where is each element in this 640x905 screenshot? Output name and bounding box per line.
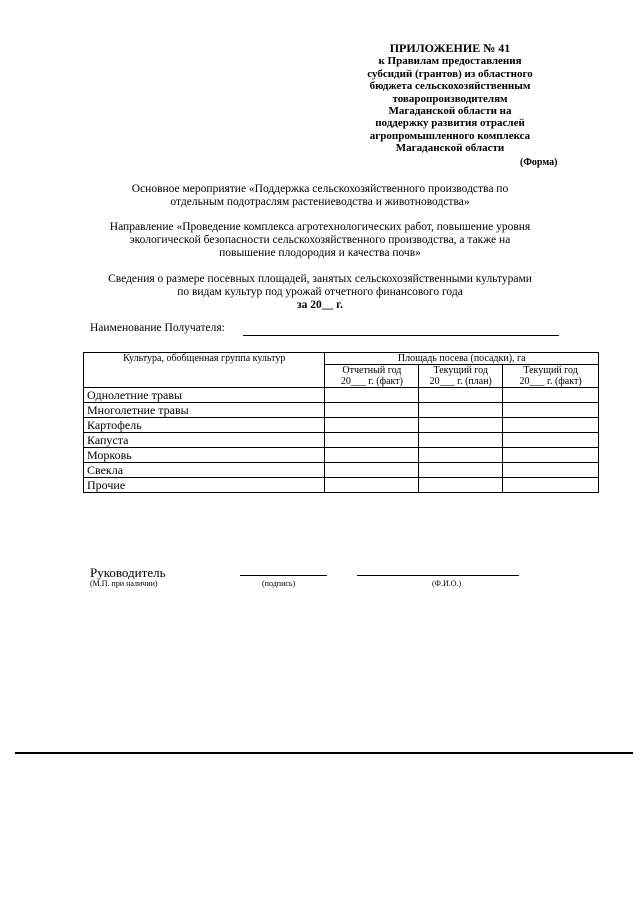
table-row: [84, 448, 599, 463]
area-cell[interactable]: [419, 388, 503, 403]
subheader-line1: Текущий год: [523, 365, 578, 376]
table-row: [84, 403, 599, 418]
header-area: Площадь посева (посадки), га: [325, 353, 599, 365]
crop-name: Однолетние травы: [84, 388, 325, 403]
area-cell[interactable]: [419, 403, 503, 418]
table-row: [84, 418, 599, 433]
direction-paragraph: [80, 221, 560, 260]
area-cell[interactable]: [419, 463, 503, 478]
appendix-line: поддержку развития отраслей: [375, 117, 525, 130]
area-cell[interactable]: [325, 388, 419, 403]
crop-name: Свекла: [84, 463, 325, 478]
subheader-line1: Отчетный год: [342, 365, 402, 376]
area-cell[interactable]: [503, 463, 599, 478]
area-cell[interactable]: [419, 448, 503, 463]
crop-name: Капуста: [84, 433, 325, 448]
appendix-line: агропромышленного комплекса: [369, 129, 531, 142]
area-cell[interactable]: [503, 478, 599, 493]
header-culture: Культура, обобщенная группа культур: [84, 353, 325, 388]
header-current-plan: [419, 365, 503, 388]
area-cell[interactable]: [503, 418, 599, 433]
area-cell[interactable]: [325, 478, 419, 493]
full-name-field[interactable]: [357, 575, 519, 576]
table-row: [84, 433, 599, 448]
subheader-line2: 20___ г. (факт): [340, 376, 403, 387]
bottom-divider: [15, 752, 633, 754]
measure-paragraph: [80, 183, 560, 209]
area-cell[interactable]: [325, 433, 419, 448]
area-cell[interactable]: [503, 448, 599, 463]
header-reporting-year: [325, 365, 419, 388]
area-cell[interactable]: [325, 463, 419, 478]
area-cell[interactable]: [503, 433, 599, 448]
crop-name: Многолетние травы: [84, 403, 325, 418]
appendix-line: бюджета сельскохозяйственным: [369, 80, 531, 93]
table-row: [84, 478, 599, 493]
header-current-fact: [503, 365, 599, 388]
area-cell[interactable]: [419, 478, 503, 493]
area-cell[interactable]: [419, 433, 503, 448]
area-cell[interactable]: [503, 403, 599, 418]
signature-field[interactable]: [240, 575, 327, 576]
form-label: (Форма): [520, 157, 558, 168]
direction-line: повышение плодородия и качества почв»: [219, 247, 421, 259]
appendix-header: [330, 42, 570, 155]
appendix-line: субсидий (грантов) из областного: [367, 67, 533, 80]
signer-role: Руководитель: [90, 565, 166, 580]
subheader-line1: Текущий год: [433, 365, 488, 376]
crop-area-table: [83, 352, 599, 493]
subheader-line2: 20___ г. (факт): [519, 376, 582, 387]
recipient-label: Наименование Получателя:: [90, 322, 225, 334]
info-line: Сведения о размере посевных площадей, занятых сельскохозяйственными культурами: [108, 273, 532, 285]
crop-name: Прочие: [84, 478, 325, 493]
signature-caption: (подпись): [262, 579, 296, 588]
appendix-title: ПРИЛОЖЕНИЕ № 41: [389, 41, 511, 55]
measure-line: отдельным подотраслям растениеводства и животноводства»: [170, 196, 470, 208]
table-header-row: [84, 353, 599, 365]
area-cell[interactable]: [325, 403, 419, 418]
table-row: [84, 463, 599, 478]
appendix-line: к Правилам предоставления: [378, 55, 522, 68]
info-paragraph: [80, 273, 560, 312]
table-row: [84, 388, 599, 403]
direction-line: экологической безопасности сельскохозяйственного производства, а также на: [129, 234, 511, 246]
info-line: по видам культур под урожай отчетного финансового года: [177, 286, 463, 298]
crop-name: Морковь: [84, 448, 325, 463]
info-year: за 20__ г.: [297, 299, 343, 311]
area-cell[interactable]: [325, 418, 419, 433]
area-cell[interactable]: [419, 418, 503, 433]
crop-name: Картофель: [84, 418, 325, 433]
appendix-line: Магаданской области на: [388, 105, 512, 118]
direction-line: Направление «Проведение комплекса агротехнологических работ, повышение уровня: [109, 221, 531, 233]
area-cell[interactable]: [325, 448, 419, 463]
full-name-caption: (Ф.И.О.): [432, 579, 462, 588]
recipient-field[interactable]: [243, 335, 559, 336]
appendix-line: Магаданской области: [395, 142, 505, 155]
subheader-line2: 20___ г. (план): [429, 376, 492, 387]
appendix-line: товаропроизводителям: [392, 92, 508, 105]
stamp-note: (М.П. при наличии): [90, 579, 158, 588]
measure-line: Основное мероприятие «Поддержка сельскохозяйственного производства по: [131, 183, 509, 195]
area-cell[interactable]: [503, 388, 599, 403]
